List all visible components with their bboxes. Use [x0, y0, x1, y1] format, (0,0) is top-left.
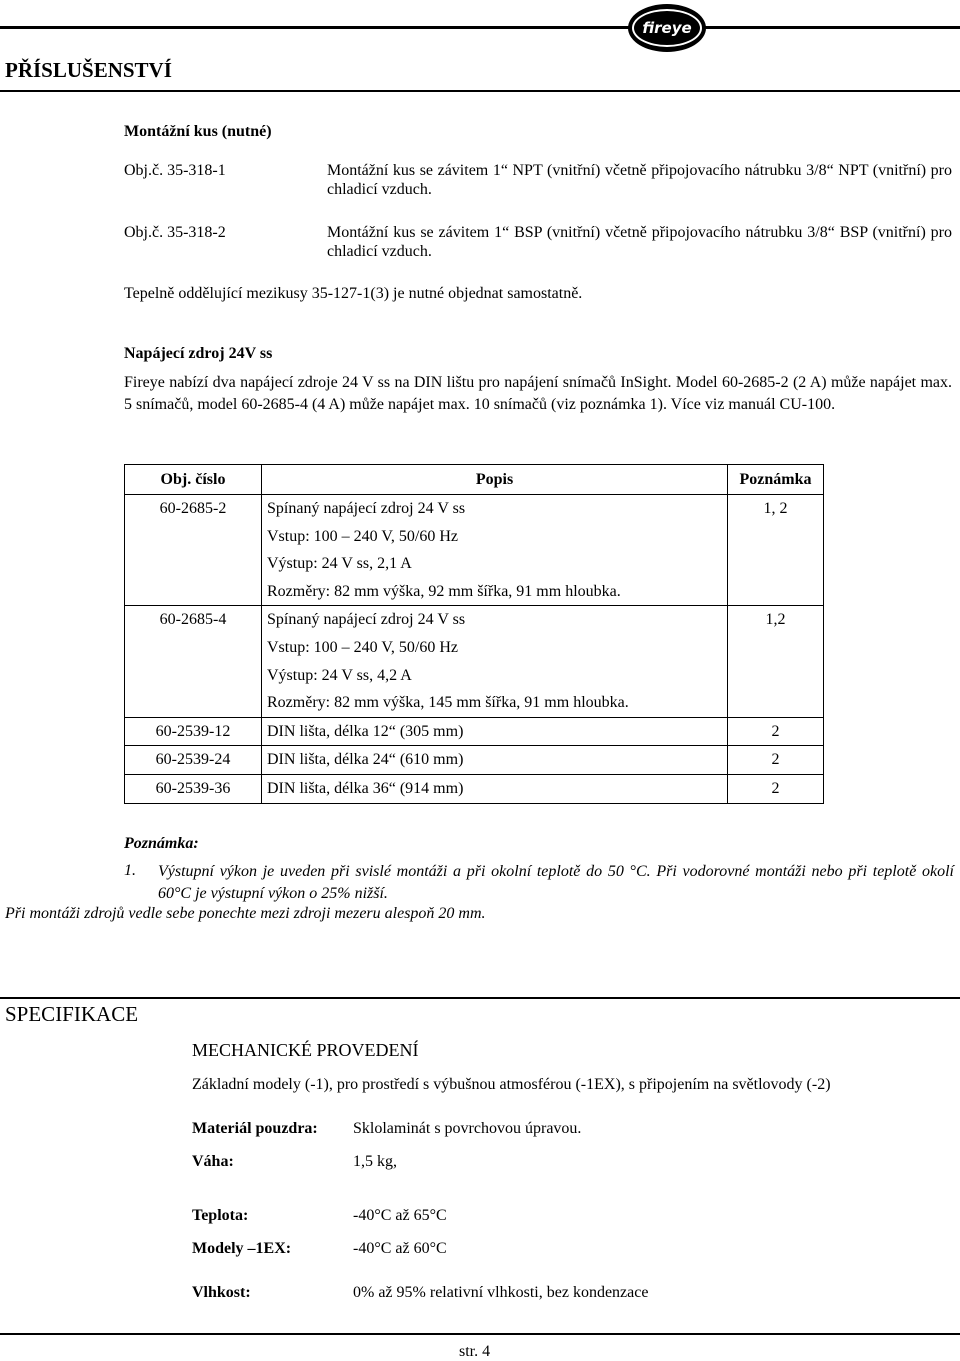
- col-header-note: Poznámka: [728, 465, 824, 495]
- table-row: [125, 606, 824, 717]
- table-row: [125, 717, 824, 746]
- col-header-code: Obj. číslo: [125, 465, 262, 495]
- cell-desc: DIN lišta, délka 36“ (914 mm): [262, 774, 728, 803]
- notes-extra: Při montáži zdrojů vedle sebe ponechte mezi zdroji mezeru alespoň 20 mm.: [5, 905, 486, 922]
- cell-note: 2: [728, 717, 824, 746]
- cell-desc: [262, 495, 728, 606]
- mount-title: Montážní kus (nutné): [124, 123, 272, 140]
- mech-intro: Základní modely (-1), pro prostředí s výbušnou atmosférou (-1EX), s připojením na světlovody (-2): [192, 1076, 831, 1093]
- accessories-table: [124, 464, 824, 804]
- power-title: Napájecí zdroj 24V ss: [124, 345, 273, 362]
- cell-desc: [262, 606, 728, 717]
- cell-note: 2: [728, 774, 824, 803]
- cell-code: 60-2685-4: [125, 606, 262, 717]
- cell-code: 60-2539-24: [125, 746, 262, 775]
- spec-label-humidity: Vlhkost:: [192, 1284, 251, 1301]
- mount-code-1: Obj.č. 35-318-1: [124, 162, 226, 179]
- footer-rule: [0, 1333, 960, 1335]
- spec-value-humidity: 0% až 95% relativní vlhkosti, bez kondenzace: [353, 1284, 649, 1301]
- spec-label-models-ex: Modely –1EX:: [192, 1240, 292, 1257]
- spec-value-weight: 1,5 kg,: [353, 1153, 397, 1170]
- spec-label-material: Materiál pouzdra:: [192, 1120, 318, 1137]
- header-rule: [0, 26, 960, 29]
- mount-note: Tepelně oddělující mezikusy 35-127-1(3) je nutné objednat samostatně.: [124, 285, 583, 302]
- cell-desc: DIN lišta, délka 12“ (305 mm): [262, 717, 728, 746]
- notes-title: Poznámka:: [124, 835, 199, 852]
- power-text: Fireye nabízí dva napájecí zdroje 24 V ss na DIN lištu pro napájení snímačů InSight. Model 60-2685-2 (2 A) může napájet max. 5 snímačů, model 60-2685-4 (4 A) může napájet max. 10 snímačů (viz poznámka 1). Více viz manuál CU-100.: [124, 374, 952, 413]
- cell-code: 60-2685-2: [125, 495, 262, 606]
- section-title-specs: SPECIFIKACE: [5, 1002, 139, 1026]
- spec-value-temperature: -40°C až 65°C: [353, 1207, 447, 1224]
- desc-line: Vstup: 100 – 240 V, 50/60 Hz: [267, 638, 458, 656]
- cell-desc: DIN lišta, délka 24“ (610 mm): [262, 746, 728, 775]
- desc-line: Vstup: 100 – 240 V, 50/60 Hz: [267, 527, 458, 545]
- cell-note: 2: [728, 746, 824, 775]
- cell-note: 1,2: [728, 606, 824, 717]
- note-text: Výstupní výkon je uveden při svislé montáži a při okolní teplotě do 50 °C. Při vodorovné montáži nebo při teplotě okolí 60°C je výstupní výkon o 25% nižší.: [158, 863, 954, 902]
- mount-code-2: Obj.č. 35-318-2: [124, 224, 226, 241]
- desc-line: Rozměry: 82 mm výška, 92 mm šířka, 91 mm hloubka.: [267, 582, 621, 600]
- spec-label-weight: Váha:: [192, 1153, 234, 1170]
- logo-text: fireye: [642, 19, 692, 37]
- cell-code: 60-2539-12: [125, 717, 262, 746]
- page-number: str. 4: [459, 1343, 491, 1360]
- mount-desc-1: Montážní kus se závitem 1“ NPT (vnitřní) včetně připojovacího nátrubku 3/8“ NPT (vnitřní) pro chladicí vzduch.: [327, 162, 952, 199]
- spec-value-material: Sklolaminát s povrchovou úpravou.: [353, 1120, 582, 1137]
- desc-line: Výstup: 24 V ss, 2,1 A: [267, 555, 412, 573]
- spec-value-models-ex: -40°C až 60°C: [353, 1240, 447, 1257]
- table-header-row: [125, 465, 824, 495]
- table-row: [125, 746, 824, 775]
- section-rule-1: [0, 90, 960, 92]
- cell-note: 1, 2: [728, 495, 824, 606]
- mech-title: MECHANICKÉ PROVEDENÍ: [192, 1040, 419, 1060]
- desc-line: Výstup: 24 V ss, 4,2 A: [267, 666, 412, 684]
- desc-line: Spínaný napájecí zdroj 24 V ss: [267, 500, 466, 517]
- section-title-accessories: PŘÍSLUŠENSTVÍ: [5, 58, 172, 82]
- fireye-logo: [628, 4, 706, 52]
- cell-code: 60-2539-36: [125, 774, 262, 803]
- note-number: 1.: [124, 862, 136, 879]
- spec-label-temperature: Teplota:: [192, 1207, 249, 1224]
- section-rule-2: [0, 997, 960, 999]
- desc-line: Spínaný napájecí zdroj 24 V ss: [267, 611, 466, 629]
- col-header-desc: Popis: [262, 465, 728, 495]
- mount-desc-2: Montážní kus se závitem 1“ BSP (vnitřní) včetně připojovacího nátrubku 3/8“ BSP (vnitřní) pro chladicí vzduch.: [327, 224, 952, 261]
- table-row: [125, 495, 824, 606]
- desc-line: Rozměry: 82 mm výška, 145 mm šířka, 91 mm hloubka.: [267, 694, 629, 712]
- table-row: [125, 774, 824, 803]
